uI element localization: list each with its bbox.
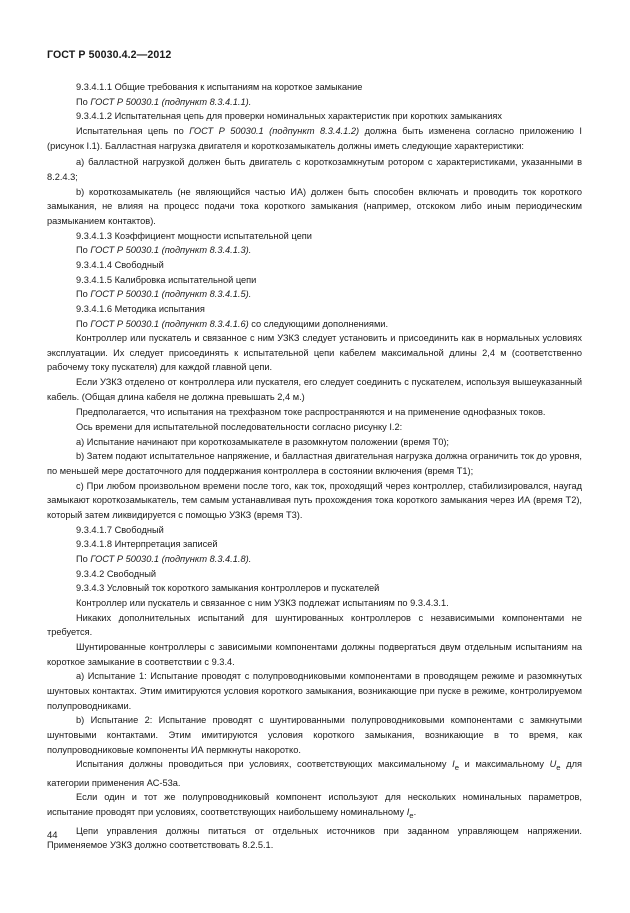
body-paragraph: Контроллер или пускатель и связанное с ним УЗКЗ следует установить и присоединить как в нормальных условиях эксплуатации. Их следует присоединять к испытательной цепи кабелем максимальной длины 2,4 м (соответственно рабочему току пускателя) для каждой главной цепи. [47,333,582,373]
reference-paragraph: По ГОСТ Р 50030.1 (подпункт 8.3.4.1.6) со следующими дополнениями. [76,318,389,329]
reference-paragraph: По ГОСТ Р 50030.1 (подпункт 8.3.4.1.3). [76,245,252,256]
list-item-b: b) короткозамыкатель (не являющийся частью ИА) должен быть способен включать и проводить ток короткого замыкания, не влияя на процесс подачи тока короткого замыкания (например, отскоком либо иным периодическим размыканием контактов). [47,186,582,226]
body-paragraph: Шунтированные контроллеры с зависимыми компонентами должны подвергаться двум отдельным испытаниям на короткое замыкание в соответствии с 9.3.4. [47,641,582,667]
body-paragraph: Испытания должны проводиться при условиях, соответствующих максимальному $I_e$ и максимальному $U_e$ для категории применения АС-53а. [47,759,582,788]
reference-paragraph: По ГОСТ Р 50030.1 (подпункт 8.3.4.1.8). [76,554,252,564]
reference-paragraph: По ГОСТ Р 50030.1 (подпункт 8.3.4.1.5). [76,289,252,300]
body-paragraph: Если УЗКЗ отделено от контроллера или пускателя, его следует соединить с пускателем, используя вышеуказанный кабель. (Общая длина кабеля не должна превышать 2,4 м.) [47,377,582,402]
clause-9-3-4-1-5-heading: 9.3.4.1.5 Калибровка испытательной цепи [76,274,257,285]
clause-9-3-4-2-heading: 9.3.4.2 Свободный [76,568,157,579]
body-paragraph: Никаких дополнительных испытаний для шунтированных контроллеров с независимыми компонентами не требуется. [47,612,582,638]
clause-9-3-4-3-heading: 9.3.4.3 Условный ток короткого замыкания контроллеров и пускателей [76,583,380,594]
clause-9-3-4-1-4-heading: 9.3.4.1.4 Свободный [76,259,164,270]
page-number: 44 [47,830,58,841]
clause-9-3-4-1-2-heading: 9.3.4.1.2 Испытательная цепь для проверки номинальных характеристик при коротких замыканиях [76,111,503,122]
list-item-a: a) Испытание 1: Испытание проводят с полупроводниковыми компонентами в проводящем режиме и разомкнутых шунтовых контактах. Этим имитируются условия короткого замыкания, возникающие при пуске в режиме, контролируемом полупроводниками. [47,671,582,711]
body-paragraph: Контроллер или пускатель и связанное с ним УЗКЗ подлежат испытаниям по 9.3.4.3.1. [76,597,449,608]
document-body [47,80,582,853]
body-paragraph: Испытательная цепь по ГОСТ Р 50030.1 (подпункт 8.3.4.1.2) должна быть изменена согласно приложению I (рисунок I.1). Балластная нагрузка двигателя и короткозамыкатель должны иметь следующие характеристики: [47,125,582,151]
body-paragraph: Ось времени для испытательной последовательности согласно рисунку I.2: [76,422,403,433]
list-item-b: b) Затем подают испытательное напряжение, и балластная двигательная нагрузка должна ограничить ток до уровня, по меньшей мере достаточного для поддержания контроллера в состоянии включения (время T1); [47,451,583,477]
clause-9-3-4-1-7-heading: 9.3.4.1.7 Свободный [76,524,164,535]
document-header: ГОСТ Р 50030.4.2—2012 [47,49,172,61]
clause-9-3-4-1-1-heading: 9.3.4.1.1 Общие требования к испытаниям на короткое замыкание [76,82,363,92]
reference-paragraph: По ГОСТ Р 50030.1 (подпункт 8.3.4.1.1). [76,96,252,107]
list-item-a: a) Испытание начинают при короткозамыкателе в разомкнутом положении (время T0); [76,436,449,447]
clause-9-3-4-1-3-heading: 9.3.4.1.3 Коэффициент мощности испытательной цепи [76,230,312,241]
clause-9-3-4-1-6-heading: 9.3.4.1.6 Методика испытания [76,303,205,314]
clause-9-3-4-1-8-heading: 9.3.4.1.8 Интерпретация записей [76,539,218,550]
body-paragraph: Предполагается, что испытания на трехфазном токе распространяются и на применение однофазных токов. [76,407,546,418]
body-paragraph: Цепи управления должны питаться от отдельных источников при заданном управляющем напряжении. Применяемое УЗКЗ должно соответствовать 8.2.5.1. [47,825,582,851]
list-item-b: b) Испытание 2: Испытание проводят с шунтированными полупроводниковыми компонентами с замкнутыми шунтовыми контактами. Этим имитируются условия короткого замыкания, возникающие в то время, как полупроводниковые компоненты ИА пермкнуты накоротко. [47,715,582,755]
list-item-c: c) При любом произвольном времени после того, как ток, проходящий через контроллер, стабилизировался, наугад замыкают короткозамыкатель, тем самым устанавливая путь прохождения тока короткого замыкания через ИА (время T2), который затем ликвидируется с помощью УЗКЗ (время T3). [47,480,582,521]
list-item-a: a) балластной нагрузкой должен быть двигатель с короткозамкнутым ротором с характеристиками, указанными в 8.2.4.3; [47,157,582,182]
body-paragraph: Если один и тот же полупроводниковый компонент используют для нескольких номинальных параметров, испытание проводят при условиях, соответствующих наибольшему номинальному $I_e$. [47,792,582,820]
